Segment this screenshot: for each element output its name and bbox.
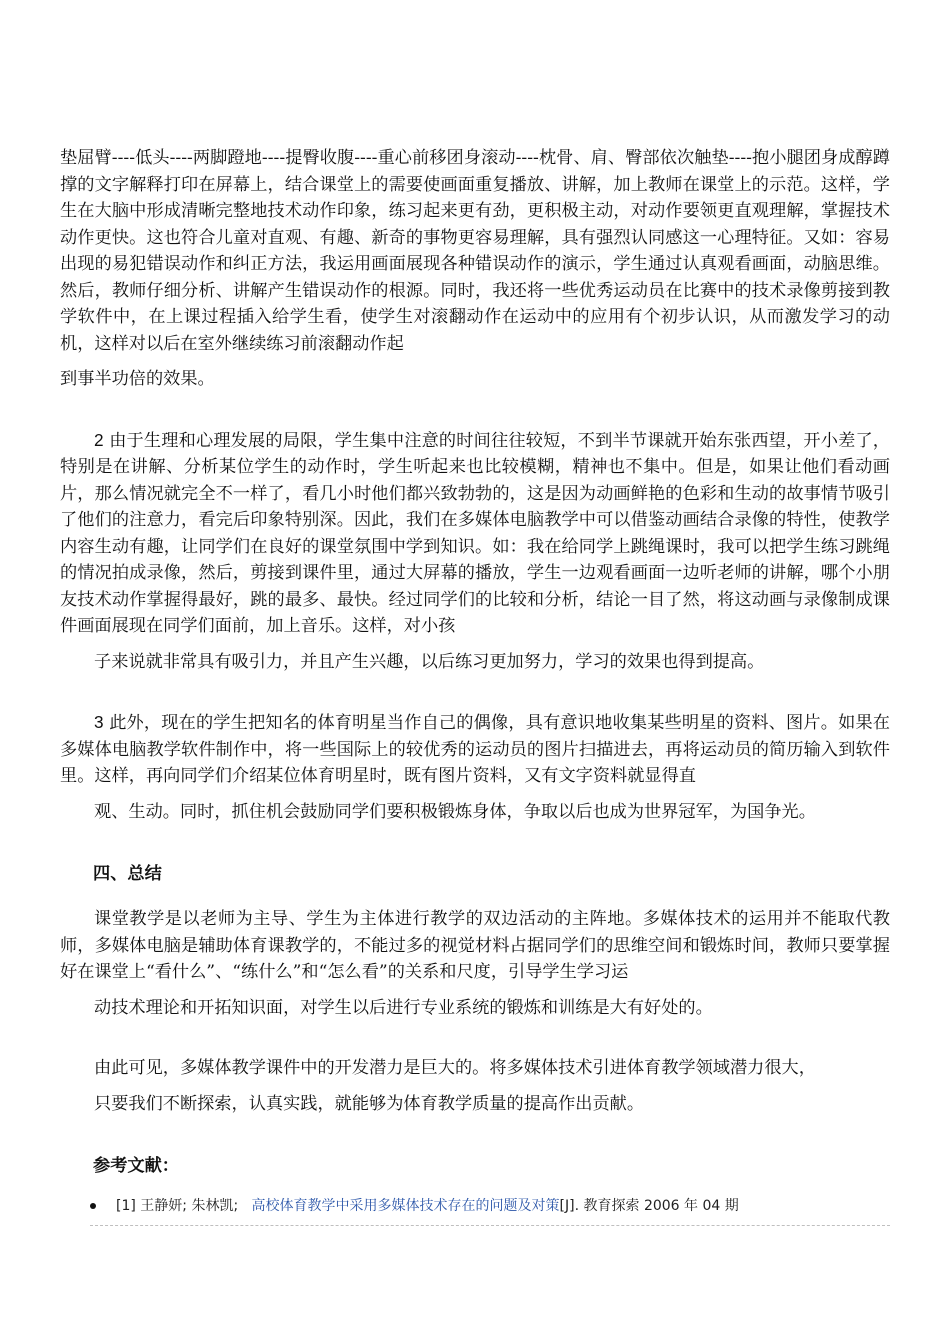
section-heading-summary: 四、总结	[93, 864, 162, 884]
paragraph-conclusion	[60, 1055, 890, 1117]
references-heading: 参考文献：	[93, 1156, 179, 1176]
divider	[90, 1225, 890, 1226]
bullet-icon	[90, 1203, 96, 1209]
paragraph-forward-roll	[60, 145, 890, 393]
reference-index: [1]	[116, 1198, 136, 1214]
references-section	[60, 1151, 890, 1226]
reference-authors: 王静妍; 朱林凯;	[140, 1198, 239, 1214]
paragraph-text: 垫屈臂----低头----两脚蹬地----提臀收腹----重心前移团身滚动----枕骨、肩、臀部依次触垫----抱小腿团身成醇蹲撑的文字解释打印在屏幕上，结合课堂上的需要使画面重复播放、讲解，加上教师在课堂上的示范。这样，学生在大脑中形成清晰完整地技术动作印象，练习起来更有劲，更积极主动，对动作要领更直观理解，掌握技术动作更快。这也符合儿童对直观、有趣、新奇的事物更容易理解，具有强烈认同感这一心理特征。又如：容易出现的易犯错误动作和纠正方法，我运用画面展现各种错误动作的演示，学生通过认真观看画面，动脑思维。然后，教师仔细分析、讲解产生错误动作的根源。同时，我还将一些优秀运动员在比赛中的技术录像剪接到教学软件中，在上课过程插入给学生看，使学生对滚翻动作在运动中的应用有个初步认识，从而激发学习的动机，这样对以后在室外继续练习前滚翻动作起	[60, 148, 890, 354]
paragraph-summary	[60, 906, 890, 1021]
document-page	[60, 145, 890, 1226]
paragraph-point-2	[60, 427, 890, 676]
reference-item	[60, 1196, 890, 1216]
reference-title-link[interactable]: 高校体育教学中采用多媒体技术存在的问题及对策	[251, 1198, 560, 1214]
paragraph-point-3	[60, 709, 890, 825]
point-number: 2	[94, 429, 104, 450]
paragraph-last-line: 观、生动。同时，抓住机会鼓励同学们要积极锻炼身体，争取以后也成为世界冠军，为国争光。	[94, 801, 816, 822]
point-number: 3	[94, 712, 104, 732]
paragraph-text: 由于生理和心理发展的局限，学生集中注意的时间往往较短，不到半节课就开始东张西望，开小差了，特别是在讲解、分析某位学生的动作时，学生听起来也比较模糊，精神也不集中。但是，如果让他们看动画片，那么情况就完全不一样了，看几小时他们都兴致勃勃的，这是因为动画鲜艳的色彩和生动的故事情节吸引了他们的注意力，看完后印象特别深。因此，我们在多媒体电脑教学中可以借鉴动画结合录像的特性，使教学内容生动有趣，让同学们在良好的课堂氛围中学到知识。如：我在给同学上跳绳课时，我可以把学生练习跳绳的情况拍成录像，然后，剪接到课件里，通过大屏幕的播放，学生一边观看画面一边听老师的讲解，哪个小朋友技术动作掌握得最好，跳的最多、最快。经过同学们的比较和分析，结论一目了然，将这动画与录像制成课件画面展现在同学们面前，加上音乐。这样，对小孩	[60, 430, 890, 636]
paragraph-last-line: 子来说就非常具有吸引力，并且产生兴趣，以后练习更加努力，学习的效果也得到提高。	[94, 651, 765, 672]
paragraph-text: 由此可见，多媒体教学课件中的开发潜力是巨大的。将多媒体技术引进体育教学领域潜力很大，	[94, 1058, 816, 1078]
paragraph-text: 此外，现在的学生把知名的体育明星当作自己的偶像，具有意识地收集某些明星的资料、图片。如果在多媒体电脑教学软件制作中，将一些国际上的较优秀的运动员的图片扫描进去，再将运动员的简历输入到软件里。这样，再向同学们介绍某位体育明星时，既有图片资料，又有文字资料就显得直	[60, 713, 890, 786]
paragraph-text: 课堂教学是以老师为主导、学生为主体进行教学的双边活动的主阵地。多媒体技术的运用并不能取代教师，多媒体电脑是辅助体育课教学的，不能过多的视觉材料占据同学们的思维空间和锻炼时间，教师只要掌握好在课堂上“看什么”、“练什么”和“怎么看”的关系和尺度，引导学生学习运	[60, 909, 890, 982]
paragraph-last-line: 只要我们不断探索，认真实践，就能够为体育教学质量的提高作出贡献。	[94, 1093, 645, 1114]
paragraph-last-line: 动技术理论和开拓知识面，对学生以后进行专业系统的锻炼和训练是大有好处的。	[94, 997, 713, 1018]
paragraph-last-line: 到事半功倍的效果。	[60, 369, 215, 389]
reference-suffix: [J]. 教育探索 2006 年 04 期	[559, 1198, 739, 1214]
